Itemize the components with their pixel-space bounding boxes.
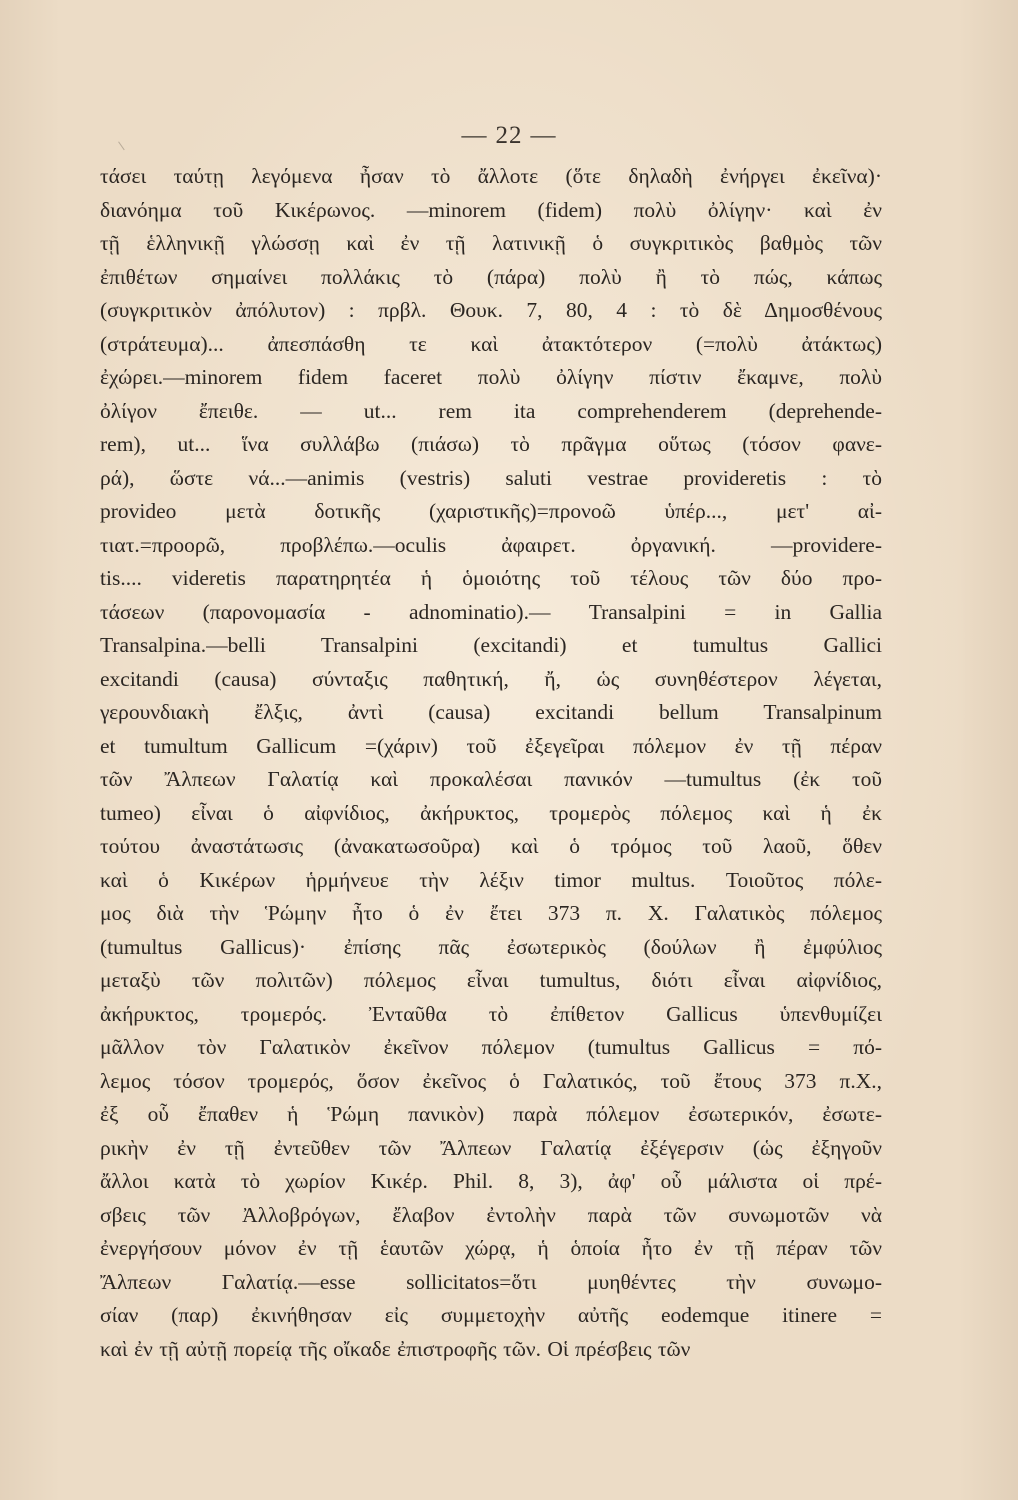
text-line-14: τάσεων (παρονομασία - adnominatio).— Transalpini = in Gallia (100, 599, 882, 624)
text-line-6: (στράτευμα)... ἀπεσπάσθη τε καὶ ἀτακτότερον (=πολὺ ἀτάκτως) (100, 331, 882, 356)
text-line-2: διανόημα τοῦ Κικέρωνος. —minorem (fidem) πολὺ ὀλίγην· καὶ ἐν (100, 197, 882, 222)
text-line-34: Ἄλπεων Γαλατίᾳ.—esse sollicitatos=ὅτι μυηθέντες τὴν συνωμο- (100, 1269, 882, 1294)
text-line-15: Transalpina.—belli Transalpini (excitandi) et tumultus Gallici (100, 633, 882, 657)
text-line-9: rem), ut... ἵνα συλλάβω (πιάσω) τὸ πρᾶγμα οὕτως (τόσον φανε- (100, 432, 882, 456)
text-line-20: tumeo) εἶναι ὁ αἰφνίδιος, ἀκήρυκτος, τρομερὸς πόλεμος καὶ ἡ ἐκ (100, 800, 882, 825)
text-line-18: et tumultum Gallicum =(χάριν) τοῦ ἐξεγεῖραι πόλεμον ἐν τῇ πέραν (100, 733, 882, 758)
text-line-4: ἐπιθέτων σημαίνει πολλάκις τὸ (πάρα) πολὺ ἢ τὸ πώς, κάπως (100, 264, 882, 289)
text-line-30: ρικὴν ἐν τῇ ἐντεῦθεν τῶν Ἄλπεων Γαλατίᾳ ἐξέγερσιν (ὡς ἐξηγοῦν (100, 1135, 882, 1160)
page-number-dash-right: — (530, 122, 557, 149)
text-line-27: μᾶλλον τὸν Γαλατικὸν ἐκεῖνον πόλεμον (tumultus Gallicus = πό- (100, 1035, 882, 1059)
text-line-10: ρά), ὥστε νά...—animis (vestris) saluti vestrae provideretis : τὸ (100, 465, 882, 490)
page-number (0, 122, 1018, 150)
text-line-36: καὶ ἐν τῇ αὐτῇ πορείᾳ τῆς οἴκαδε ἐπιστροφῆς τῶν. Οἱ πρέσβεις τῶν (100, 1336, 691, 1361)
page-number-dash-left: — (461, 122, 488, 149)
text-line-11: provideo μετὰ δοτικῆς (χαριστικῆς)=προνοῶ ὑπέρ..., μετ' αἰ- (100, 499, 882, 523)
text-line-26: ἀκήρυκτος, τρομερός. Ἐνταῦθα τὸ ἐπίθετον Gallicus ὑπενθυμίζει (100, 1001, 882, 1026)
text-line-25: μεταξὺ τῶν πολιτῶν) πόλεμος εἶναι tumultus, διότι εἶναι αἰφνίδιος, (100, 968, 882, 992)
text-line-35: σίαν (παρ) ἐκινήθησαν εἰς συμμετοχὴν αὐτῆς eodemque itinere = (100, 1303, 882, 1327)
text-line-32: σβεις τῶν Ἀλλοβρόγων, ἔλαβον ἐντολὴν παρὰ τῶν συνωμοτῶν νὰ (100, 1202, 882, 1227)
text-line-17: γερουνδιακὴ ἔλξις, ἀντὶ (causa) excitandi bellum Transalpinum (100, 700, 882, 724)
text-line-3: τῇ ἑλληνικῇ γλώσσῃ καὶ ἐν τῇ λατινικῇ ὁ συγκριτικὸς βαθμὸς τῶν (100, 231, 882, 255)
text-line-8: ὀλίγον ἔπειθε. — ut... rem ita comprehenderem (deprehende- (100, 398, 882, 423)
text-line-28: λεμος τόσον τρομερός, ὅσον ἐκεῖνος ὁ Γαλατικός, τοῦ ἔτους 373 π.Χ., (100, 1068, 882, 1093)
text-line-5: (συγκριτικὸν ἀπόλυτον) : πρβλ. Θουκ. 7, 80, 4 : τὸ δὲ Δημοσθένους (100, 298, 882, 322)
text-line-16: excitandi (causa) σύνταξις παθητική, ἤ, ὡς συνηθέστερον λέγεται, (100, 666, 882, 691)
text-line-29: ἐξ οὗ ἔπαθεν ἡ Ῥώμη πανικὸν) παρὰ πόλεμον ἐσωτερικόν, ἐσωτε- (100, 1102, 882, 1126)
text-line-24: (tumultus Gallicus)· ἐπίσης πᾶς ἐσωτερικὸς (δούλων ἢ ἐμφύλιος (100, 934, 882, 959)
page-number-value: 22 (495, 122, 523, 149)
text-line-7: ἐχώρει.—minorem fidem faceret πολὺ ὀλίγην πίστιν ἔκαμνε, πολὺ (100, 365, 882, 389)
text-line-12: τιατ.=προορῶ, προβλέπω.—oculis ἀφαιρετ. ὀργανική. —providere- (100, 532, 882, 557)
commentary-text (100, 160, 882, 1366)
text-line-1: τάσει ταύτῃ λεγόμενα ἦσαν τὸ ἄλλοτε (ὅτε δηλαδὴ ἐνήργει ἐκεῖνα)· (100, 164, 882, 188)
text-line-21: τούτου ἀναστάτωσις (ἀνακατωσοῦρα) καὶ ὁ τρόμος τοῦ λαοῦ, ὅθεν (100, 834, 882, 858)
text-line-19: τῶν Ἄλπεων Γαλατίᾳ καὶ προκαλέσαι πανικόν —tumultus (ἐκ τοῦ (100, 767, 882, 791)
text-line-22: καὶ ὁ Κικέρων ἡρμήνευε τὴν λέξιν timor multus. Τοιοῦτος πόλε- (100, 867, 882, 892)
text-line-13: tis.... videretis παρατηρητέα ἡ ὁμοιότης τοῦ τέλους τῶν δύο προ- (100, 566, 882, 590)
text-line-33: ἐνεργήσουν μόνον ἐν τῇ ἑαυτῶν χώρᾳ, ἡ ὁποία ἦτο ἐν τῇ πέραν τῶν (100, 1236, 882, 1260)
text-line-23: μος διὰ τὴν Ῥώμην ἦτο ὁ ἐν ἔτει 373 π. Χ. Γαλατικὸς πόλεμος (100, 901, 882, 925)
text-line-31: ἄλλοι κατὰ τὸ χωρίον Κικέρ. Phil. 8, 3), ἀφ' οὗ μάλιστα οἱ πρέ- (100, 1169, 882, 1193)
